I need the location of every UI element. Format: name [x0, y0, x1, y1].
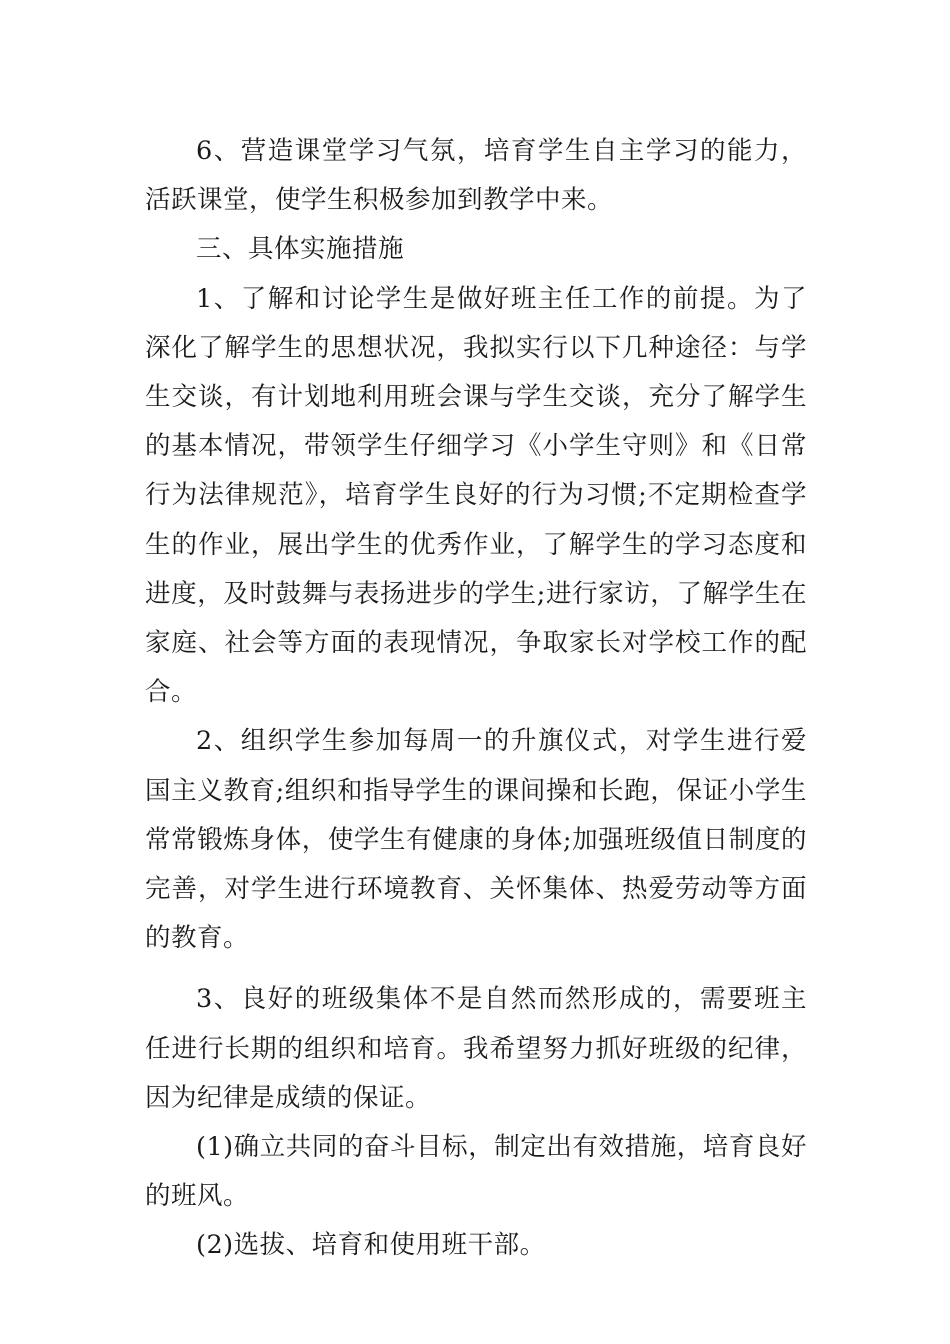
- paragraph-item-6: 6、营造课堂学习气氛，培育学生自主学习的能力，活跃课堂，使学生积极参加到教学中来。: [145, 136, 807, 216]
- document-body: [145, 127, 807, 1271]
- paragraph-measure-2: 2、组织学生参加每周一的升旗仪式，对学生进行爱国主义教育;组织和指导学生的课间操和长跑，保证小学生常常锻炼身体，使学生有健康的身体;加强班级值日制度的完善，对学生进行环境教育、关怀集体、热爱劳动等方面的教育。: [145, 726, 807, 954]
- section-heading-implementation: 三、具体实施措施: [196, 234, 405, 265]
- paragraph-measure-1: 1、了解和讨论学生是做好班主任工作的前提。为了深化了解学生的思想状况，我拟实行以下几种途径：与学生交谈，有计划地利用班会课与学生交谈，充分了解学生的基本情况，带领学生仔细学习《小学生守则》和《日常行为法律规范》，培育学生良好的行为习惯;不定期检查学生的作业，展出学生的优秀作业，了解学生的学习态度和进度，及时鼓舞与表扬进步的学生;进行家访，了解学生在家庭、社会等方面的表现情况，争取家长对学校工作的配合。: [145, 283, 807, 708]
- paragraph-sub-item-2: (2)选拔、培育和使用班干部。: [196, 1230, 546, 1261]
- paragraph-measure-3: 3、良好的班级集体不是自然而然形成的，需要班主任进行长期的组织和培育。我希望努力抓好班级的纪律，因为纪律是成绩的保证。: [145, 984, 807, 1113]
- paragraph-sub-item-1: (1)确立共同的奋斗目标，制定出有效措施，培育良好的班风。: [145, 1132, 807, 1212]
